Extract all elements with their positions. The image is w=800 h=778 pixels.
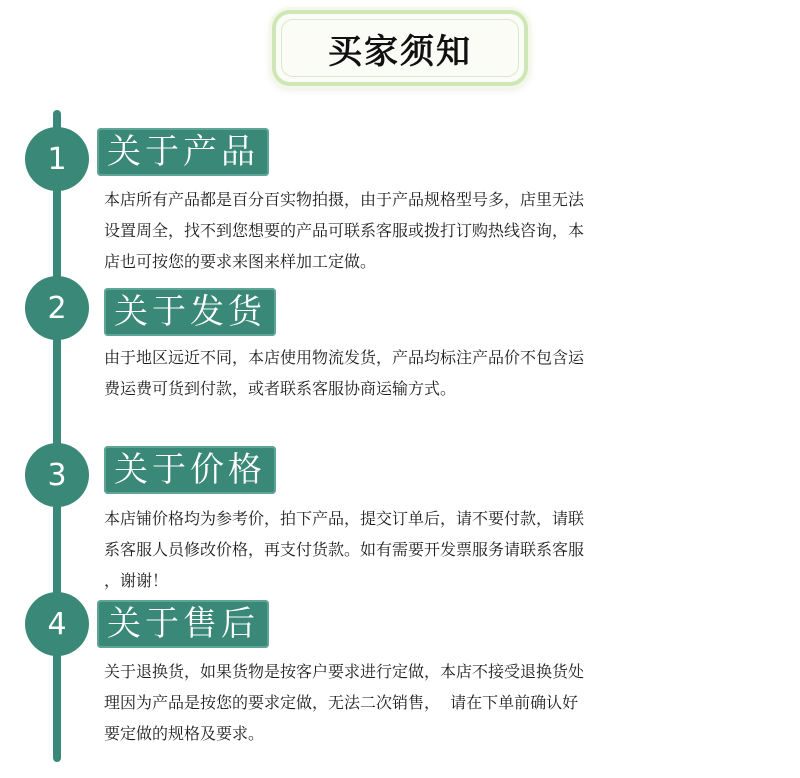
section-number-1: 1: [25, 127, 89, 191]
section-heading-price: 关于价格: [104, 446, 276, 494]
timeline-line: [53, 110, 61, 762]
section-number-3: 3: [25, 443, 89, 507]
section-body-product: 本店所有产品都是百分百实物拍摄，由于产品规格型号多，店里无法 设置周全，找不到您想要的产品可联系客服或拨打订购热线咨询，本 店也可按您的要求来图来样加工定做。: [104, 190, 585, 271]
section-number-4: 4: [25, 592, 89, 656]
section-body-shipping: 由于地区远近不同，本店使用物流发货，产品均标注产品价不包含运 费运费可货到付款，或者联系客服协商运输方式。: [104, 348, 585, 398]
section-number-2: 2: [25, 276, 89, 340]
section-heading-product: 关于产品: [97, 128, 269, 176]
section-heading-aftersales: 关于售后: [97, 600, 269, 648]
section-body-aftersales: 关于退换货，如果货物是按客户要求进行定做，本店不接受退换货处 理因为产品是按您的要求定做，无法二次销售， 请在下单前确认好 要定做的规格及要求。: [104, 662, 585, 743]
section-heading-shipping: 关于发货: [104, 288, 276, 336]
page-title: 买家须知: [328, 31, 472, 72]
section-body-price: 本店铺价格均为参考价，拍下产品，提交订单后，请不要付款，请联 系客服人员修改价格，再支付货款。如有需要开发票服务请联系客服 ，谢谢！: [104, 509, 585, 590]
title-frame: [272, 10, 528, 86]
